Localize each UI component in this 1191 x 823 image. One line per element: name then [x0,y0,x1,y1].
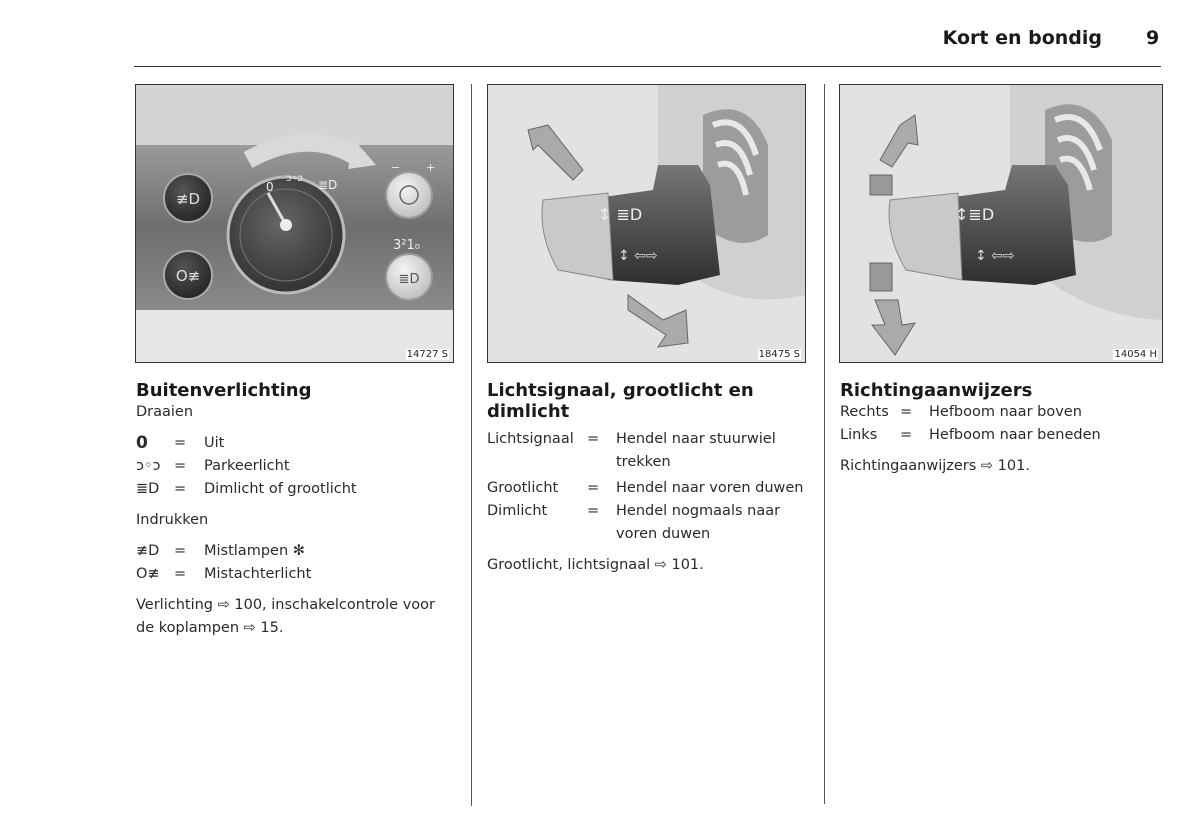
item-text: Hendel naar voren duwen [616,480,804,496]
svg-text:0: 0 [266,180,274,194]
item-text: Dimlicht of grootlicht [204,481,357,497]
reference-text: Richtingaanwijzers ⇨ 101. [840,458,1030,474]
item-text: Parkeerlicht [204,458,290,474]
list-item: Rechts = Hefboom naar boven [840,401,1160,424]
section-exterior-lighting [136,380,456,640]
item-label: Lichtsignaal [487,431,574,447]
list-item: ≣D = Dimlicht of grootlicht [136,478,456,501]
item-text: Hefboom naar beneden [929,427,1101,443]
reference-text: de koplampen ⇨ 15. [136,620,284,636]
rear-fog-light-icon: O≢ [136,566,160,582]
list-item: Grootlicht = Hendel naar voren duwen [487,477,817,500]
figure-code: 18475 S [758,349,800,360]
column-divider-1 [471,84,472,806]
svg-text:↕ ≣D: ↕ ≣D [598,205,643,224]
reference-text: Grootlicht, lichtsignaal ⇨ 101. [487,557,704,573]
item-text: Hendel nogmaals naar voren duwen [616,503,781,542]
item-text: Mistlampen ✻ [204,543,305,559]
svg-text:3²1₀: 3²1₀ [393,238,420,253]
list-item: O≢ = Mistachterlicht [136,563,456,586]
svg-text:≢D: ≢D [175,190,201,208]
list-item: Dimlicht = Hendel nogmaals naar voren duwen [487,500,817,546]
figure-light-switch [135,84,454,363]
headlight-icon: ≣D [136,481,160,497]
item-text: Mistachterlicht [204,566,312,582]
item-label: Grootlicht [487,480,559,496]
section-heading: Richtingaanwijzers [840,380,1033,401]
item-label: Rechts [840,404,889,420]
turn-label: Draaien [136,404,194,420]
svg-text:+: + [426,161,436,174]
section-headlight-signal [487,380,817,577]
list-item: ≢D = Mistlampen ✻ [136,540,456,563]
list-item: 0 = Uit [136,433,225,453]
parking-light-icon: ↄ◦ↄ [136,458,161,474]
page-number: 9 [1146,27,1160,49]
item-text: Hefboom naar boven [929,404,1082,420]
section-heading: Buitenverlichting [136,380,312,401]
svg-text:↕ ⇦⇨: ↕ ⇦⇨ [975,248,1015,264]
turn-signal-illustration [840,85,1162,362]
list-item: Lichtsignaal = Hendel naar stuurwiel trekken [487,428,817,474]
list-item: Links = Hefboom naar beneden [840,424,1160,447]
figure-headlight-lever [487,84,806,363]
svg-text:↕≣D: ↕≣D [955,205,995,224]
svg-text:↕ ⇦⇨: ↕ ⇦⇨ [618,248,658,264]
section-heading: Lichtsignaal, grootlicht en dimlicht [487,380,754,422]
item-text: Hendel naar stuurwiel trekken [616,431,776,470]
headlight-lever-illustration [488,85,805,362]
svg-text:−: − [391,161,401,174]
item-label: Links [840,427,878,443]
list-item: ↄ◦ↄ = Parkeerlicht [136,455,456,478]
figure-turn-signal-lever [839,84,1163,363]
svg-text:ↄ◦ↄ: ↄ◦ↄ [286,173,303,184]
reference-text: Verlichting ⇨ 100, inschakelcontrole voor [136,597,435,613]
figure-code: 14727 S [406,349,448,360]
svg-text:≣D: ≣D [318,178,338,192]
svg-text:O≢: O≢ [175,267,201,285]
svg-text:≣D: ≣D [398,272,420,287]
figure-code: 14054 H [1114,349,1157,360]
light-switch-illustration [136,85,453,362]
page-section-title: Kort en bondig [942,27,1102,49]
symbol-off: 0 [136,433,148,453]
column-divider-2 [824,84,825,804]
item-label: Dimlicht [487,503,548,519]
fog-light-icon: ≢D [136,543,160,559]
item-text: Uit [204,435,225,451]
press-label: Indrukken [136,512,209,528]
header-rule [134,66,1161,67]
section-turn-signals [840,380,1160,478]
